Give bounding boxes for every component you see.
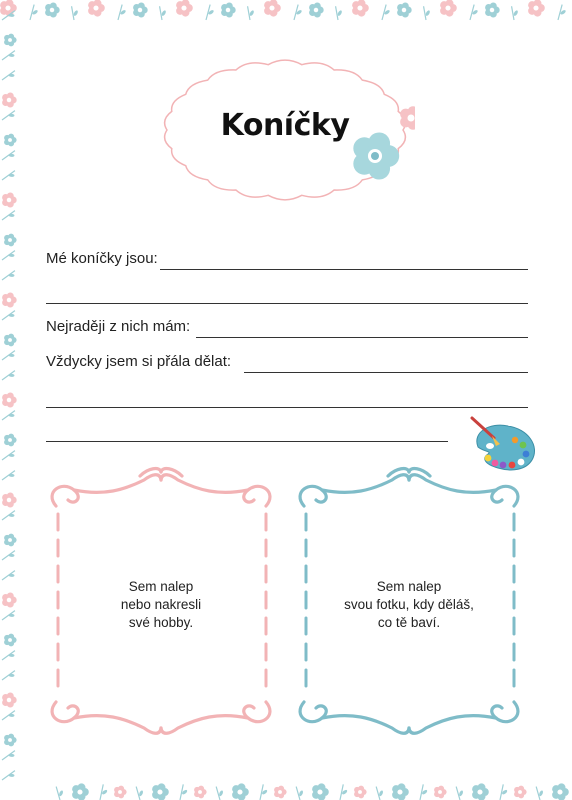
always-wanted-line[interactable] <box>46 353 528 373</box>
writing-line <box>46 441 448 442</box>
frame-text-line: Sem nalep <box>128 579 194 594</box>
writing-line <box>46 303 528 304</box>
blank-line[interactable] <box>46 388 528 408</box>
blank-line[interactable] <box>46 284 528 304</box>
frame-text-line: nebo nakresli <box>120 597 202 612</box>
hobbies-line[interactable] <box>46 250 528 270</box>
photo-frame-instructions <box>292 578 526 632</box>
frame-text-line: své hobby. <box>128 615 194 630</box>
writing-line <box>244 372 528 373</box>
writing-line <box>160 269 528 270</box>
floral-border-top <box>0 0 572 22</box>
photo-frame[interactable] <box>292 466 526 742</box>
floral-border-left <box>0 0 22 800</box>
frame-text-line: Sem nalep <box>376 579 442 594</box>
title-badge <box>155 56 415 204</box>
frame-text-line: svou fotku, kdy děláš, <box>344 597 474 612</box>
page-title: Koníčky <box>220 108 350 143</box>
blank-line[interactable] <box>46 422 448 442</box>
writing-line <box>196 337 528 338</box>
hobbies-label: Mé koníčky jsou: <box>46 250 158 267</box>
floral-border-bottom <box>0 778 572 800</box>
frame-text-line: co tě baví. <box>377 615 441 630</box>
always-wanted-label: Vždycky jsem si přála dělat: <box>46 353 232 370</box>
favorite-label: Nejraději z nich mám: <box>46 318 191 335</box>
drawing-frame-instructions <box>44 578 278 632</box>
favorite-line[interactable] <box>46 318 528 338</box>
writing-line <box>46 407 528 408</box>
drawing-frame[interactable] <box>44 466 278 742</box>
